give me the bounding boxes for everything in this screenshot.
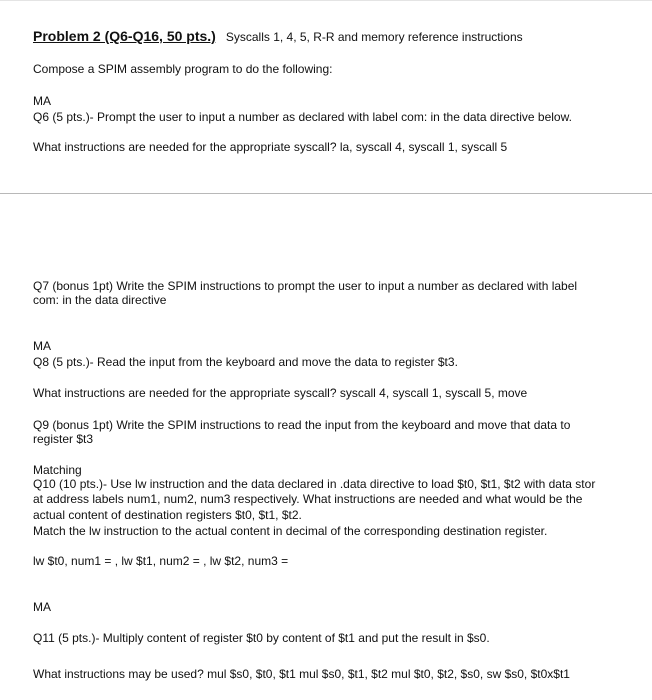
- q10-line-1: Q10 (10 pts.)- Use lw instruction and the data declared in .data directive to load $t0, $t1, $t2 with data stor: [33, 477, 596, 491]
- top-rule: [0, 0, 652, 1]
- problem-title: Problem 2 (Q6-Q16, 50 pts.): [33, 28, 216, 44]
- q11-answer: What instructions may be used? mul $s0, $t0, $t1 mul $s0, $t1, $t2 mul $t0, $t2, $s0, sw $s0, $t0x$t1: [33, 667, 570, 681]
- intro-text: Compose a SPIM assembly program to do the following:: [33, 62, 333, 76]
- q10-tag: Matching: [33, 463, 82, 477]
- q10-match: lw $t0, num1 = , lw $t1, num2 = , lw $t2, num3 =: [33, 554, 289, 568]
- q10-line-4: Match the lw instruction to the actual content in decimal of the corresponding destination register.: [33, 524, 548, 538]
- q7-line-2: com: in the data directive: [33, 293, 167, 307]
- q8-question: Q8 (5 pts.)- Read the input from the keyboard and move the data to register $t3.: [33, 355, 458, 369]
- q11-question: Q11 (5 pts.)- Multiply content of register $t0 by content of $t1 and put the result in $s0.: [33, 631, 490, 645]
- q6-question: Q6 (5 pts.)- Prompt the user to input a number as declared with label com: in the data directive below.: [33, 110, 572, 124]
- problem-heading: [33, 29, 523, 44]
- q8-answer: What instructions are needed for the appropriate syscall? syscall 4, syscall 1, syscall 5, move: [33, 386, 528, 400]
- q11-tag: MA: [33, 600, 51, 614]
- q10-line-3: actual content of destination registers $t0, $t1, $t2.: [33, 508, 302, 522]
- q9-line-1: Q9 (bonus 1pt) Write the SPIM instructions to read the input from the keyboard and move that data to: [33, 418, 571, 432]
- q6-answer: What instructions are needed for the appropriate syscall? la, syscall 4, syscall 1, syscall 5: [33, 140, 508, 154]
- problem-subtitle: Syscalls 1, 4, 5, R-R and memory reference instructions: [225, 30, 523, 44]
- section-divider: [0, 193, 652, 194]
- q10-line-2: at address labels num1, num2, num3 respectively. What instructions are needed and what would be the: [33, 492, 583, 506]
- q9-line-2: register $t3: [33, 432, 94, 446]
- q7-line-1: Q7 (bonus 1pt) Write the SPIM instructions to prompt the user to input a number as declared with label: [33, 279, 578, 293]
- q6-tag: MA: [33, 94, 51, 108]
- q8-tag: MA: [33, 339, 51, 353]
